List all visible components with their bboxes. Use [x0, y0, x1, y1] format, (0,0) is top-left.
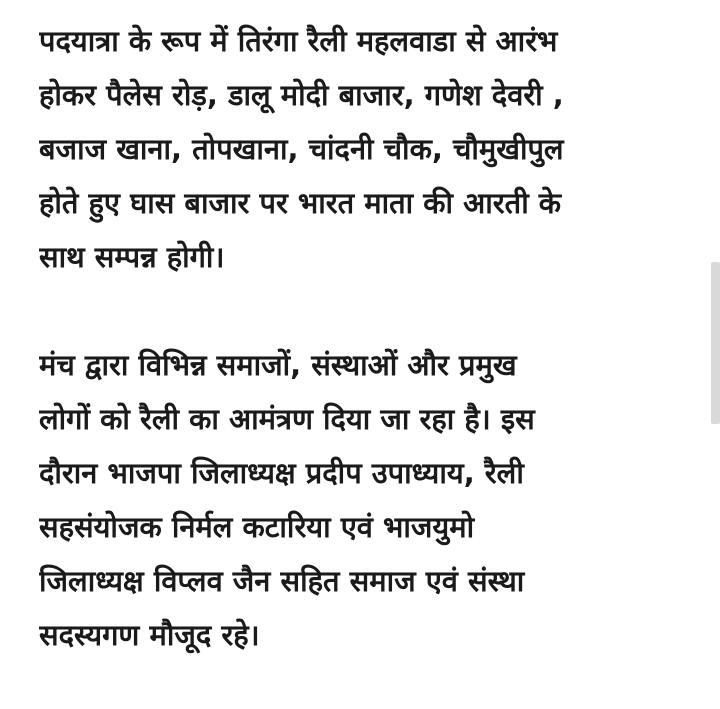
text-line: बजाज खाना, तोपखाना, चांदनी चौक, चौमुखीपुल: [39, 132, 564, 166]
text-line: साथ सम्पन्न होगी।: [39, 240, 225, 274]
text-line: होते हुए घास बाजार पर भारत माता की आरती के: [39, 186, 562, 220]
text-line: होकर पैलेस रोड़, डालू मोदी बाजार, गणेश देवरी ,: [39, 78, 564, 112]
text-line: जिलाध्यक्ष विप्लव जैन सहित समाज एवं संस्था: [39, 564, 525, 598]
scrollbar-thumb[interactable]: [711, 262, 720, 424]
text-line: दौरान भाजपा जिलाध्यक्ष प्रदीप उपाध्याय, रैली: [39, 456, 524, 490]
text-line: मंच द्वारा विभिन्न समाजों, संस्थाओं और प्रमुख: [39, 348, 517, 382]
text-line: पदयात्रा के रूप में तिरंगा रैली महलवाडा से आरंभ: [39, 24, 558, 58]
text-line: सदस्यगण मौजूद रहे।: [39, 618, 260, 652]
paragraph-2: [39, 338, 689, 662]
text-line: सहसंयोजक निर्मल कटारिया एवं भाजयुमो: [39, 510, 475, 544]
article-body: [39, 14, 689, 662]
paragraph-spacer: [39, 284, 689, 338]
paragraph-1: [39, 14, 689, 284]
text-line: लोगों को रैली का आमंत्रण दिया जा रहा है। इस: [39, 402, 535, 436]
